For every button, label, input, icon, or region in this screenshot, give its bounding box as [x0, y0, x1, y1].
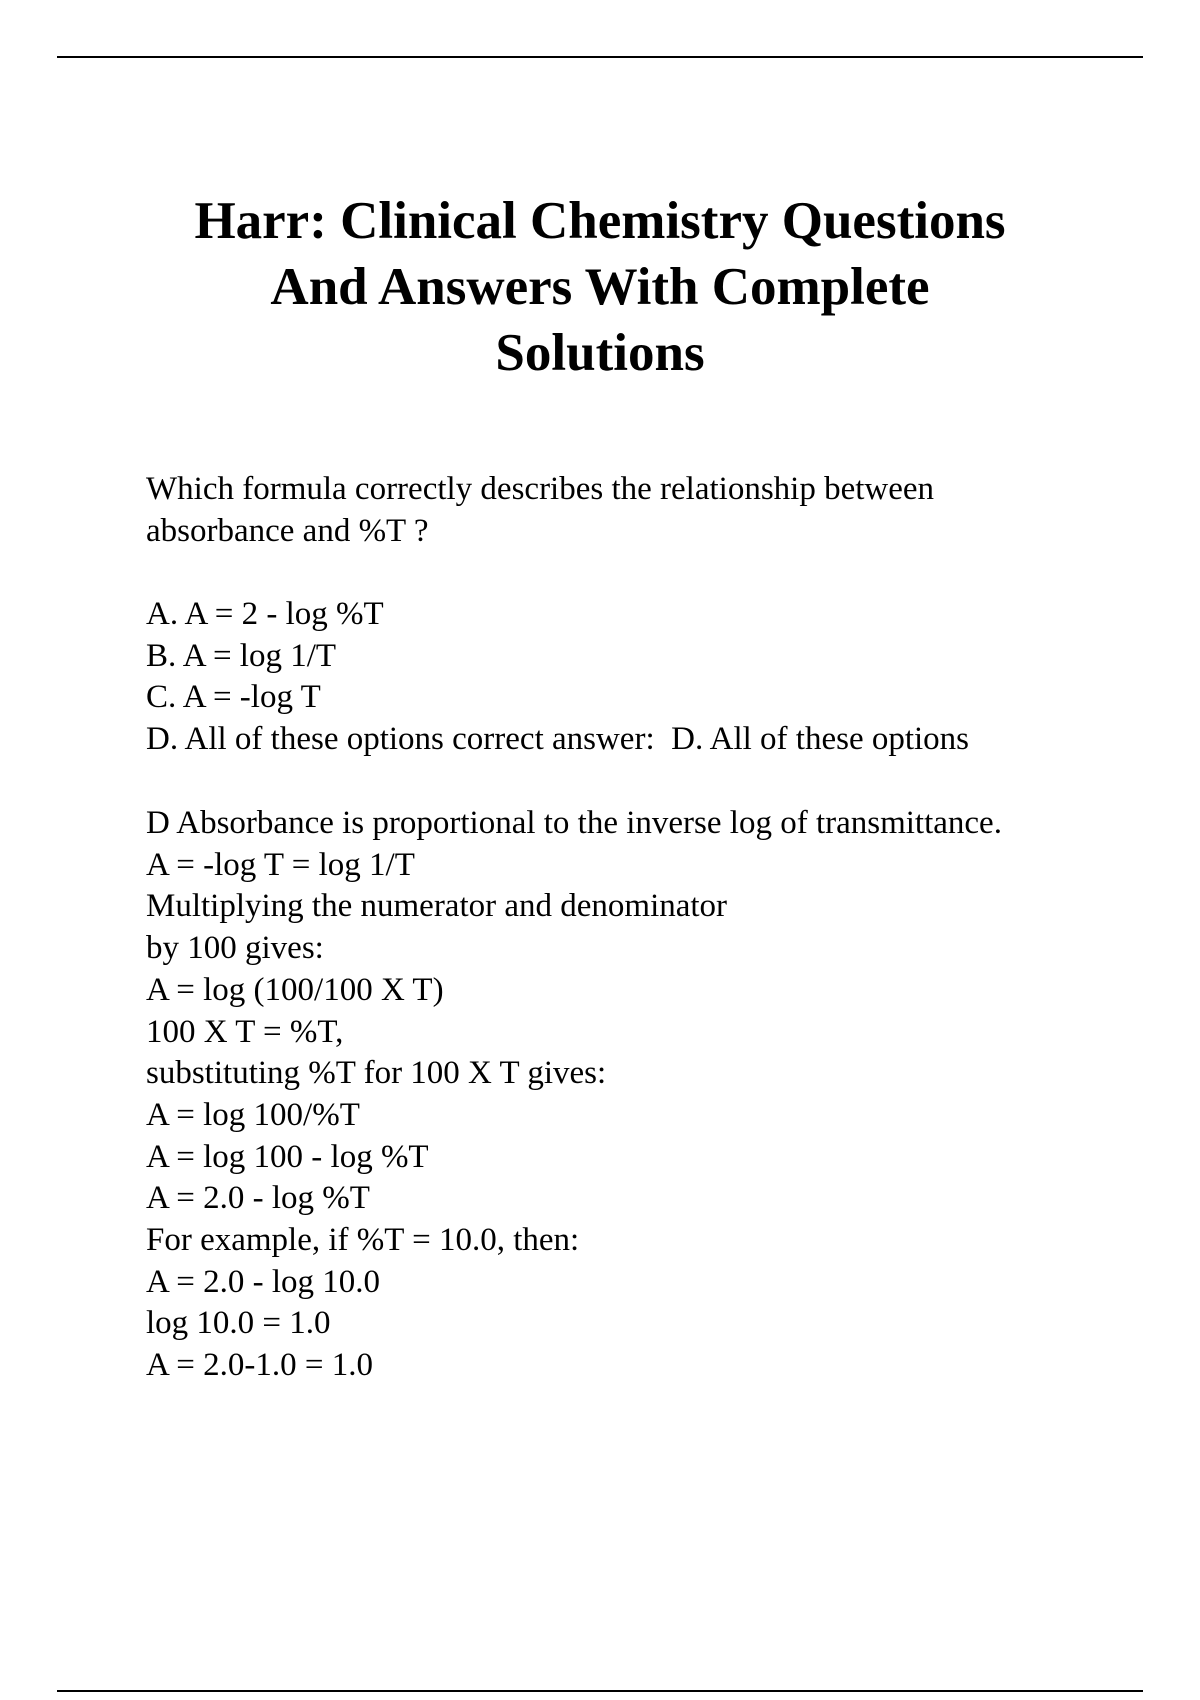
- explanation-line: A = -log T = log 1/T: [146, 846, 415, 883]
- title-line-3: Solutions: [495, 324, 705, 382]
- explanation-line: by 100 gives:: [146, 930, 324, 967]
- explanation-line: A = log 100 - log %T: [146, 1138, 429, 1175]
- explanation: [146, 803, 1156, 1387]
- top-divider: [57, 56, 1143, 58]
- question-line: Which formula correctly describes the relationship between: [146, 471, 935, 507]
- explanation-line: A = 2.0-1.0 = 1.0: [146, 1347, 373, 1384]
- title-line-1: Harr: Clinical Chemistry Questions: [194, 192, 1006, 250]
- option-d: D. All of these options correct answer: D. All of these options: [146, 721, 970, 758]
- document-title: [100, 188, 1100, 386]
- explanation-line: Multiplying the numerator and denominator: [146, 888, 728, 925]
- explanation-line: A = log 100/%T: [146, 1096, 360, 1133]
- explanation-line: For example, if %T = 10.0, then:: [146, 1222, 580, 1259]
- option-b: B. A = log 1/T: [146, 637, 337, 674]
- explanation-line: A = log (100/100 X T): [146, 971, 444, 1008]
- explanation-line: log 10.0 = 1.0: [146, 1305, 331, 1342]
- answer-options: [146, 594, 1156, 761]
- explanation-line: A = 2.0 - log %T: [146, 1180, 370, 1217]
- question-line: absorbance and %T ?: [146, 512, 429, 549]
- question: [146, 469, 1156, 552]
- bottom-divider: [57, 1690, 1143, 1692]
- explanation-line: D Absorbance is proportional to the inverse log of transmittance.: [146, 805, 1002, 841]
- explanation-line: substituting %T for 100 X T gives:: [146, 1055, 607, 1092]
- explanation-line: 100 X T = %T,: [146, 1013, 344, 1050]
- option-a: A. A = 2 - log %T: [146, 596, 384, 632]
- option-c: C. A = -log T: [146, 679, 321, 716]
- explanation-line: A = 2.0 - log 10.0: [146, 1263, 381, 1300]
- title-line-2: And Answers With Complete: [270, 258, 930, 316]
